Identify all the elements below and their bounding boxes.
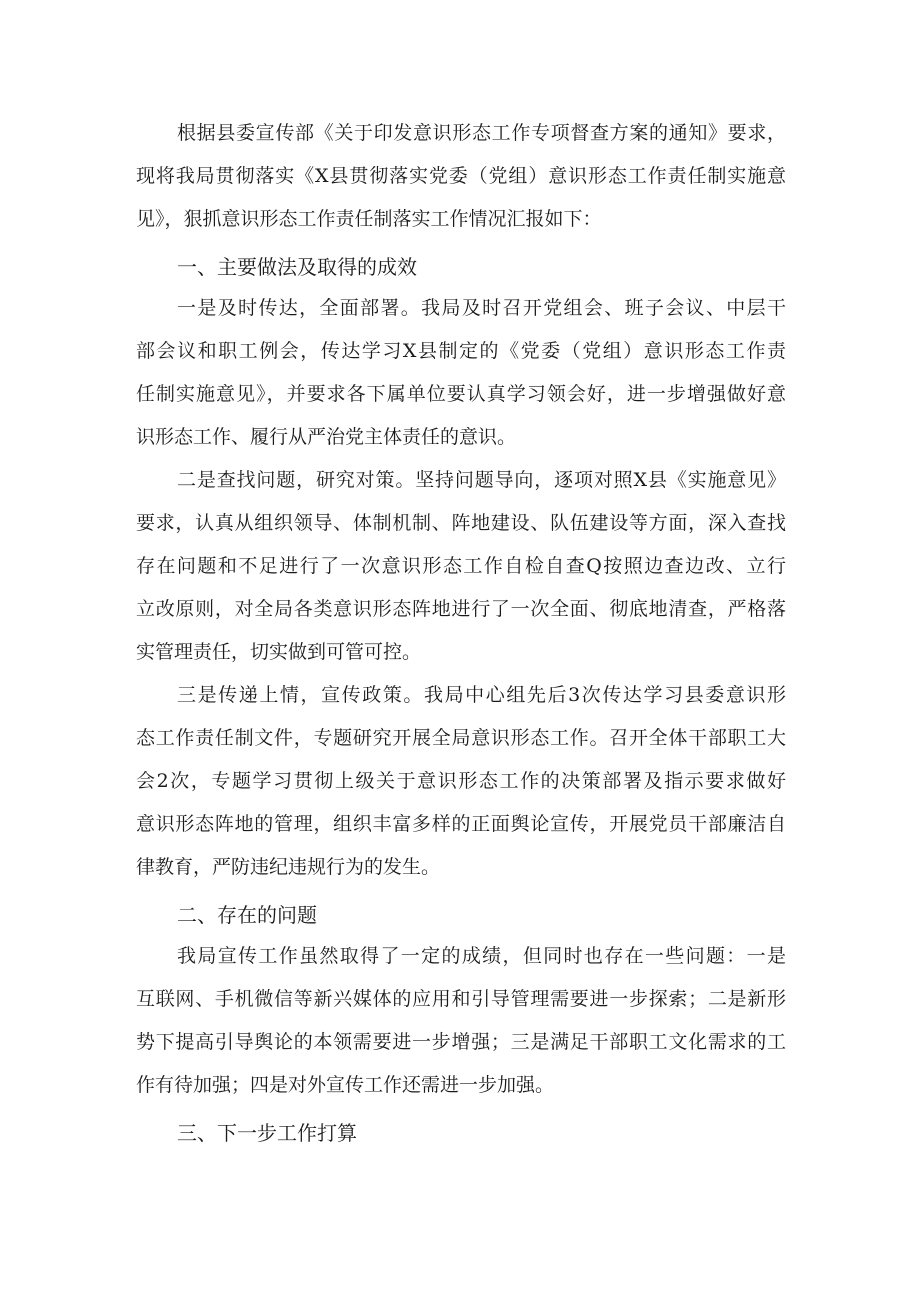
section-heading: 二、存在的问题 <box>177 903 317 927</box>
section-heading: 一、主要做法及取得的成效 <box>177 255 417 279</box>
paragraph-line: 律教育，严防违纪违规行为的发生。 <box>136 856 441 878</box>
paragraph-line: 态工作责任制文件，专题研究开展全局意识形态工作。召开全体干部职工大 <box>136 727 786 749</box>
paragraph-line: 一是及时传达，全面部署。我局及时召开党组会、班子会议、中层干 <box>177 297 786 319</box>
paragraph-line: 作有待加强；四是对外宣传工作还需进一步加强。 <box>136 1074 555 1096</box>
paragraph-line: 我局宣传工作虽然取得了一定的成绩，但同时也存在一些问题：一是 <box>177 945 786 967</box>
intro-line: 现将我局贯彻落实《X县贯彻落实党委（党组）意识形态工作责任制实施意 <box>136 165 786 187</box>
paragraph-line: 互联网、手机微信等新兴媒体的应用和引导管理需要进一步探索；二是新形 <box>136 988 786 1010</box>
paragraph-line: 势下提高引导舆论的本领需要进一步增强；三是满足干部职工文化需求的工 <box>136 1031 786 1053</box>
section-heading: 三、下一步工作打算 <box>177 1121 357 1145</box>
paragraph-line: 存在问题和不足进行了一次意识形态工作自检自查Q按照边查边改、立行 <box>136 555 786 577</box>
intro-line: 见》，狠抓意识形态工作责任制落实工作情况汇报如下： <box>136 208 602 230</box>
paragraph-line: 任制实施意见》，并要求各下属单位要认真学习领会好，进一步增强做好意 <box>136 383 786 405</box>
paragraph-line: 三是传递上情，宣传政策。我局中心组先后3次传达学习县委意识形 <box>177 684 786 706</box>
paragraph-line: 意识形态阵地的管理，组织丰富多样的正面舆论宣传，开展党员干部廉洁自 <box>136 813 786 835</box>
paragraph-line: 识形态工作、履行从严治党主体责任的意识。 <box>136 426 517 448</box>
intro-line: 根据县委宣传部《关于印发意识形态工作专项督查方案的通知》要求， <box>177 122 786 144</box>
paragraph-line: 立改原则，对全局各类意识形态阵地进行了一次全面、彻底地清查，严格落 <box>136 598 786 620</box>
paragraph-line: 部会议和职工例会，传达学习X县制定的《党委（党组）意识形态工作责 <box>136 340 786 362</box>
paragraph-line: 实管理责任，切实做到可管可控。 <box>136 641 422 663</box>
paragraph-line: 会2次，专题学习贯彻上级关于意识形态工作的决策部署及指示要求做好 <box>136 770 786 792</box>
paragraph-line: 二是查找问题，研究对策。坚持问题导向，逐项对照X县《实施意见》 <box>177 469 786 491</box>
paragraph-line: 要求，认真从组织领导、体制机制、阵地建设、队伍建设等方面，深入查找 <box>136 512 786 534</box>
